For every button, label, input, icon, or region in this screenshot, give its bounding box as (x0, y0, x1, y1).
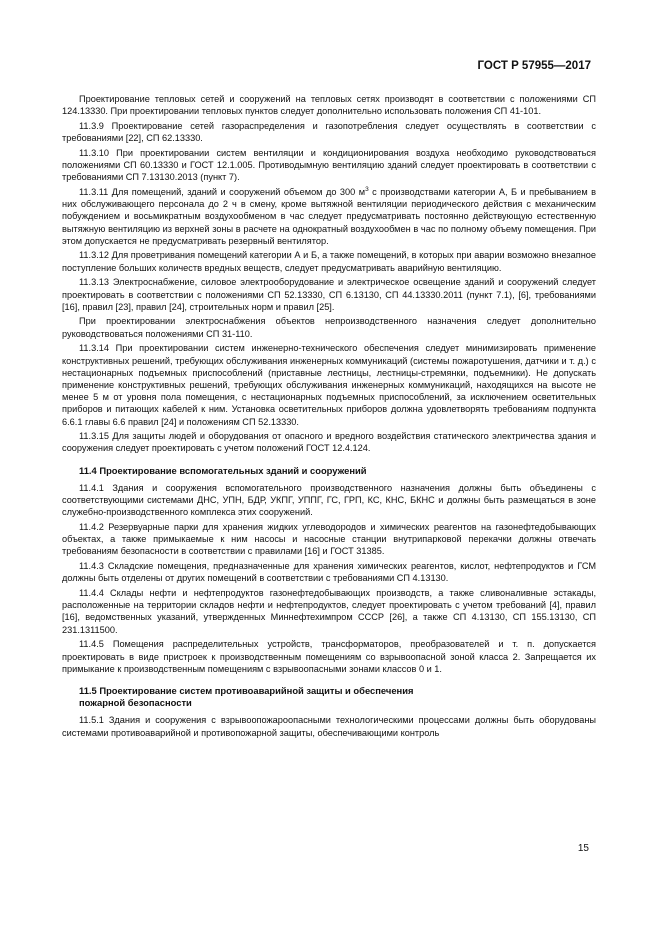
paragraph: 11.3.9 Проектирование сетей газораспределения и газопотребления следует осуществлять в соответствии с требованиями [22], СП 62.13330. (62, 120, 596, 144)
page-number: 15 (577, 843, 589, 854)
section-heading (62, 685, 596, 709)
paragraph: 11.5.1 Здания и сооружения с взрывоопожароопасными технологическими процессами должны быть оборудованы системами противоаварийной и противопожарной защиты, обеспечивающими контроль (62, 715, 596, 738)
paragraph: 11.3.15 Для защиты людей и оборудования от опасного и вредного воздействия статического электричества здания и сооружения следует проектировать с учетом положений ГОСТ 12.4.124. (62, 431, 596, 454)
paragraph-part: 11.3.11 Для помещений, зданий и сооружений объемом до 300 м (79, 186, 366, 197)
document-header: ГОСТ Р 57955—2017 (477, 60, 591, 72)
paragraph: 11.3.14 При проектировании систем инженерно-технического обеспечения следует минимизировать применение конструктивных решений, требующих обслуживания инженерных коммуникаций (системы пожаротушения, датчики и т. д.) с нестационарных подъемных приспособлений (приставные лестницы, лестницы-стремянки, подъемники). Не допускать применение конструктивных решений, требующих обслуживания инженерных коммуникаций, находящихся на высоте не менее 5 м от уровня пола помещения, с нестационарных подъемных приспособлений, за исключением осветительных приборов и питающих кабелей к ним. Установка осветительных приборов должна удовлетворять требованиям подпункта 6.6.1 главы 6.6 правил [24] и положениям СП 52.13330. (62, 343, 596, 427)
heading-line: пожарной безопасности (79, 697, 192, 709)
paragraph: 11.4.4 Склады нефти и нефтепродуктов газонефтедобывающих производств, а также сливоналивные эстакады, расположенные на территории складов нефти и нефтепродуктов, следует проектировать с учетом требований [4], правил [16], ведомственных указаний, утвержденных Миннефтехимпром СССР [26], а также СП 4.13130, СП 155.13130, СП 231.1311500. (62, 588, 596, 635)
paragraph: 11.4.1 Здания и сооружения вспомогательного производственного назначения должны быть объединены с соответствующими системами ДНС, УПН, БДР, УКПГ, УППГ, ГС, ГРП, КС, КНС, БКНС и должны быть размещаться в зоне служебно-производственного комплекса этих сооружений. (62, 482, 596, 518)
paragraph-part: с производствами категории А, Б и пребыванием в них обслуживающего персонала до 2 ч в смену, кроме вытяжной вентиляции периодического действия с механическим побуждением и восьмикратным воздухообменом в час следует предусматривать постоянно действующую естественную вытяжную вентиляцию из верхней зоны в расчете на однократный воздухообмен в час по полному объему помещения. При этом допускается не предусматривать резервный вентилятор. (62, 186, 596, 246)
paragraph: 11.4.2 Резервуарные парки для хранения жидких углеводородов и химических реагентов на газонефтедобывающих объектах, а также примыкаемые к ним насосы и насосные станции внутрипарковой перекачки должны отвечать требованиям безопасности в соответствии с правилами [16] и ГОСТ 31385. (62, 522, 596, 557)
paragraph: Проектирование тепловых сетей и сооружений на тепловых сетях производят в соответствии с положениями СП 124.13330. При проектировании тепловых пунктов следует дополнительно использовать положения СП 41-101. (62, 94, 596, 117)
paragraph: 11.4.5 Помещения распределительных устройств, трансформаторов, преобразователей и т. п. допускается проектировать в виде пристроек к производственным помещениям со взрывоопасной зоной класса 2. Запрещается их примыкание к производственным помещениям с взрывоопасными зонами классов 0 и 1. (62, 639, 596, 674)
paragraph: 11.4.3 Складские помещения, предназначенные для хранения химических реагентов, кислот, нефтепродуктов и ГСМ должны быть отделены от других помещений в соответствии с требованиями СП 4.13130. (62, 561, 596, 584)
paragraph: 11.3.10 При проектировании систем вентиляции и кондиционирования воздуха необходимо руководствоваться положениями СП 60.13330 и ГОСТ 12.1.005. Противодымную вентиляцию зданий следует проектировать в соответствии с требованиями СП 7.13130.2013 (пункт 7). (62, 147, 596, 183)
paragraph (62, 186, 596, 247)
paragraph: 11.3.12 Для проветривания помещений категории А и Б, а также помещений, в которых при аварии возможно внезапное поступление больших количеств вредных веществ, следует предусматривать аварийную вентиляцию. (62, 250, 596, 273)
heading-line: 11.5 Проектирование систем противоаварийной защиты и обеспечения (79, 684, 414, 696)
document-body (62, 93, 596, 741)
paragraph: При проектировании электроснабжения объектов непроизводственного назначения следует дополнительно руководствоваться положениями СП 31-110. (62, 316, 596, 339)
paragraph: 11.3.13 Электроснабжение, силовое электрооборудование и электрическое освещение зданий и сооружений следует проектировать в соответствии с положениями СП 52.13330, СП 6.13130, СП 44.13330.2011 (пункт 7.1), [6], требованиями [16], правил [23], правил [24], строительных норм и правил [25]. (62, 277, 596, 312)
superscript: 3 (365, 185, 369, 193)
section-heading: 11.4 Проектирование вспомогательных зданий и сооружений (79, 464, 367, 476)
